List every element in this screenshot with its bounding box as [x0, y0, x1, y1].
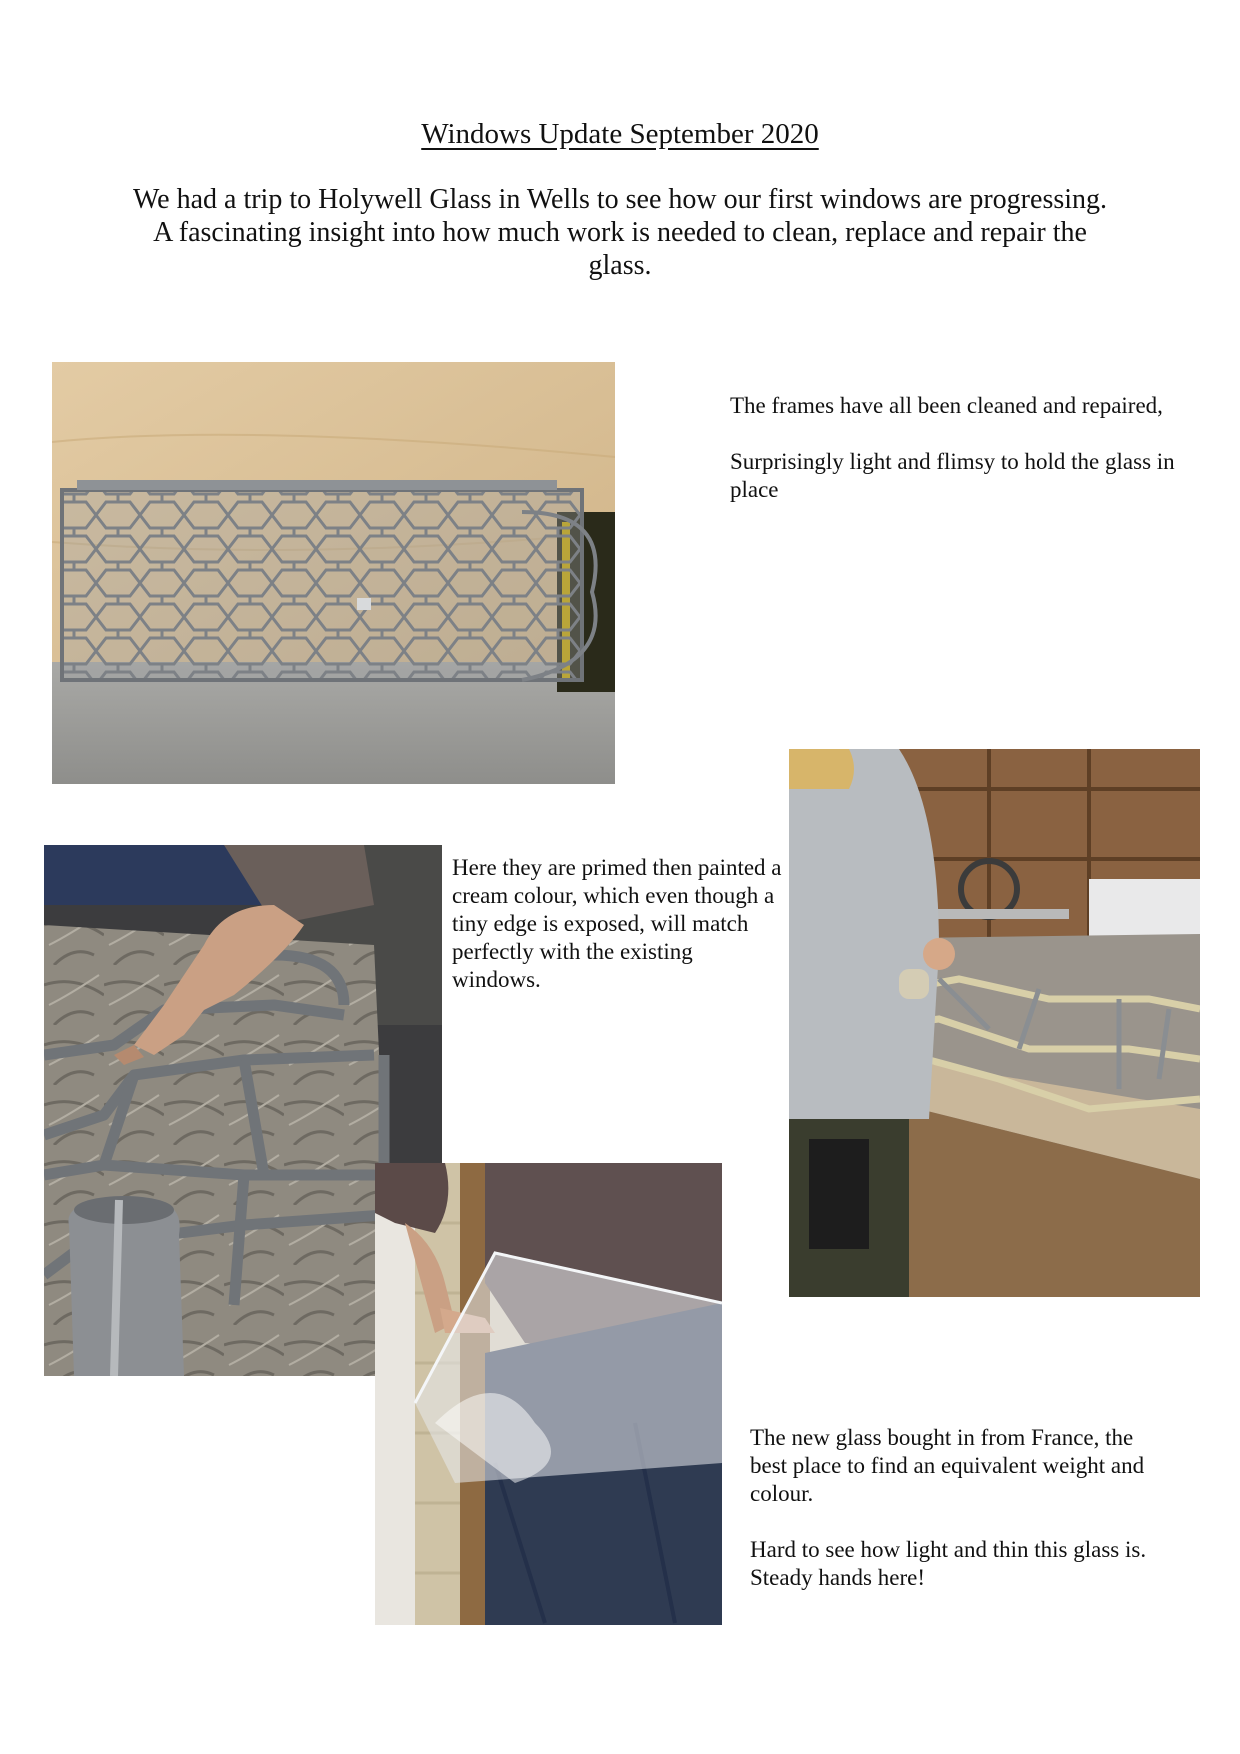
page-title: Windows Update September 2020	[421, 118, 819, 150]
intro-line-2: A fascinating insight into how much work is needed to clean, replace and repair the glass.	[153, 217, 1087, 281]
photo-cleaned-frames	[52, 362, 615, 784]
intro-line-1: We had a trip to Holywell Glass in Wells to see how our first windows are progressing.	[132, 184, 1108, 215]
intro-text	[130, 183, 1110, 282]
photo-painting-cream	[789, 749, 1200, 1297]
caption-glass: The new glass bought in from France, the best place to find an equivalent weight and colour. Hard to see how light and thin this glass is. Steady hands here!	[750, 1425, 1147, 1590]
caption-primed: Here they are primed then painted a cream colour, which even though a tiny edge is exposed, will match perfectly with the existing windows.	[452, 855, 782, 992]
photo-new-glass	[375, 1163, 722, 1625]
caption-frames: The frames have all been cleaned and repaired, Surprisingly light and flimsy to hold the glass in place	[730, 393, 1175, 502]
